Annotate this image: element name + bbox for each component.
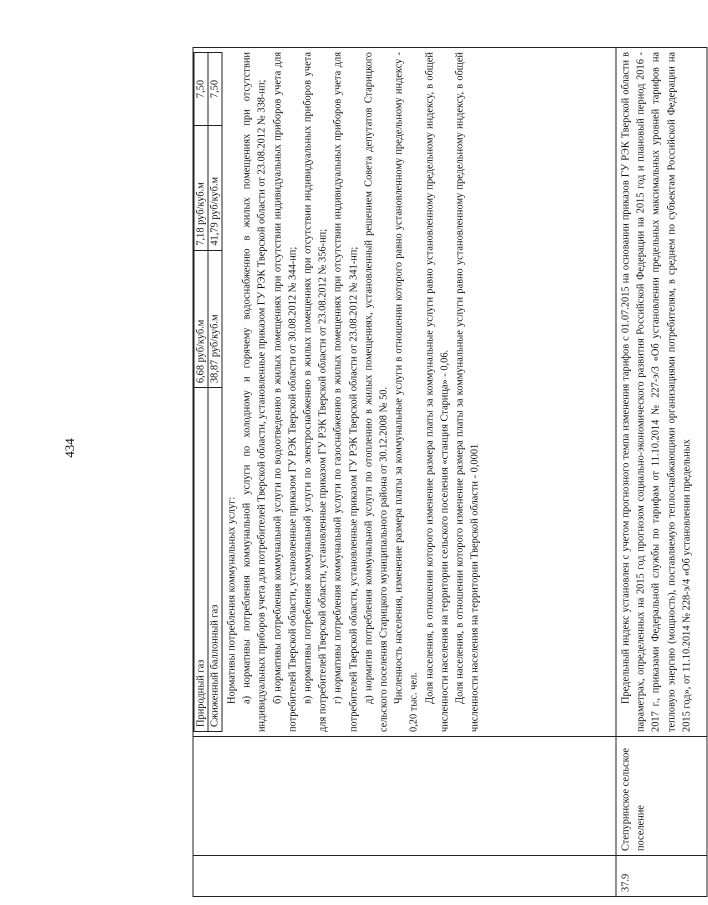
gas-price-index: 7,50	[208, 53, 222, 126]
description-cell	[616, 48, 707, 737]
paragraph: б) нормативы потребления коммунальной услуги по водоотведению в жилых помещениях при отсутствии индивидуальных приборов учета для потребителей Тверской области, установленные приказом ГУ РЭК Тверской области от 30.08.2012 № 344-нп;	[272, 52, 299, 732]
paragraph: Численность населения, изменение размера платы за коммунальные услуги в отношении которого равно установленному предельному индексу - 0,20 тыс. чел.	[393, 52, 420, 732]
page-number: 434	[62, 438, 77, 458]
gas-price-row	[208, 53, 222, 732]
document-table-sheet	[193, 47, 708, 897]
settlement-name-cell: Степуринское сельское поселение	[616, 737, 707, 856]
gas-price-table	[194, 52, 223, 732]
gas-name: Сжиженный баллонный газ	[208, 388, 222, 732]
description-cell	[193, 48, 616, 737]
gas-price-row	[194, 53, 208, 732]
row-number-cell	[193, 856, 616, 897]
table-row	[616, 48, 707, 897]
paragraph: д) норматив потребления коммунальной услуги по отоплению в жилых помещениях, установленный решением Совета депутатов Старицкого сельского поселения Старицкого муниципального района от 30.12.2008 № 50.	[363, 52, 390, 732]
gas-name: Природный газ	[194, 388, 208, 732]
row-number-cell: 37.9	[616, 856, 707, 897]
paragraph: а) нормативы потребления коммунальной услуги по холодному и горячему водоснабжению в жилых помещениях при отсутствии индивидуальных приборов учета для потребителей Тверской области, установленные приказом ГУ РЭК Тверской области от 23.08.2012 № 338-нп;	[241, 52, 268, 732]
gas-price-value: 38,87 руб/куб.м	[208, 250, 222, 388]
gas-price-index: 7,50	[194, 53, 208, 126]
paragraph: Нормативы потребления коммунальных услуг:	[226, 496, 238, 704]
paragraph: Доля населения, в отношении которого изменение размера платы за коммунальные услуги равно установленному предельному индексу, в общей численности населения на территории Тверской области - 0,0001	[454, 52, 481, 732]
paragraph: г) нормативы потребления коммунальной услуги по газоснабжению в жилых помещениях при отсутствии индивидуальных приборов учета для потребителей Тверской области, установленные приказом ГУ РЭК Тверской области от 23.08.2012 № 341-нп;	[332, 52, 360, 732]
paragraph: в) нормативы потребления коммунальной услуги по электроснабжению в жилых помещениях при отсутствии индивидуальных приборов учета для потребителей Тверской области, установленные приказом ГУ РЭК Тверской области от 23.08.2012 № 356-нп;	[302, 52, 329, 732]
main-table	[193, 47, 708, 897]
gas-price-value: 7,18 руб/куб.м	[194, 126, 208, 251]
gas-price-value: 6,68 руб/куб.м	[194, 250, 208, 388]
paragraph: Предельный индекс установлен с учетом прогнозного темпа изменения тарифов с 01.07.2015 на основании приказов ГУ РЭК Тверской области в параметрах, определенных на 2015 год прогнозом социально-экономического развития Российской Федерации на 2015 год и плановый период 2016 - 2017 г., приказами Федеральной службы по тарифам от 11.10.2014 № 227-э/3 «Об установлении предельных максимальных уровней тарифов на тепловую энергию (мощность), поставляемую теплоснабжающими организациями потребителям, в среднем по субъектам Российской Федерации на 2015 год», от 11.10.2014 № 228-э/4 «Об установлении предельных	[620, 52, 693, 732]
gas-price-value: 41,79 руб/куб.м	[208, 126, 222, 251]
settlement-name-cell	[193, 737, 616, 856]
paragraph: Доля населения, в отношении которого изменение размера платы за коммунальные услуги равно установленному предельному индексу, в общей численности населения на территории сельского поселения «станция Старица» - 0,06.	[424, 52, 451, 732]
table-row	[193, 48, 616, 897]
